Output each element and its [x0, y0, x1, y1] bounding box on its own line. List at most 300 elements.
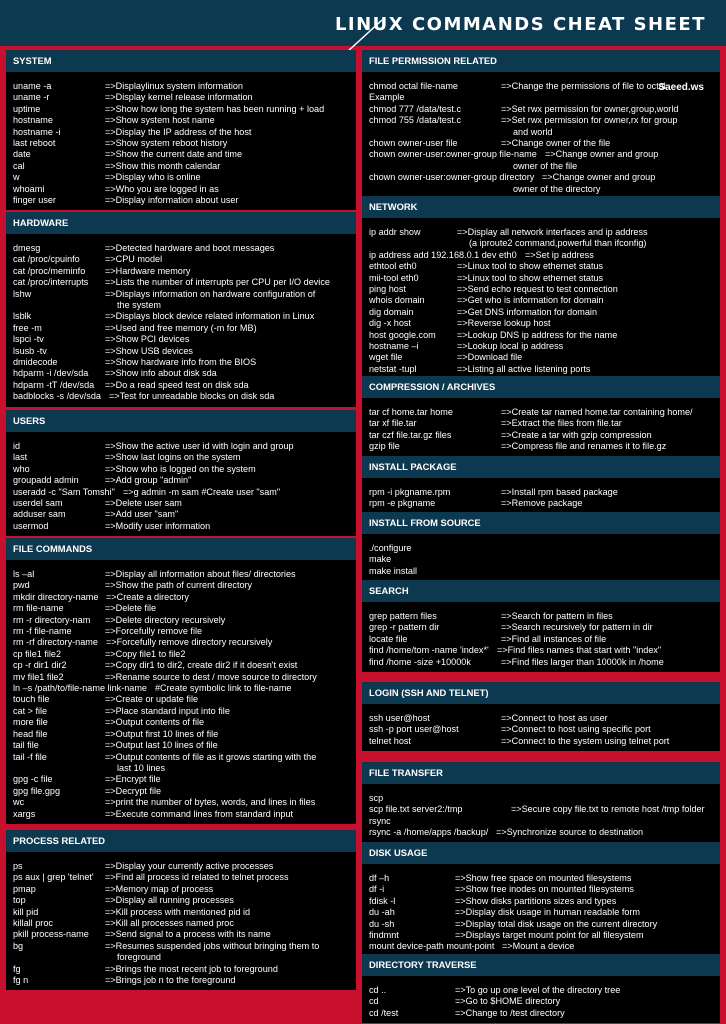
command-row — [369, 919, 715, 930]
command-description: =>Change owner and group — [542, 172, 656, 183]
command-description: =>Who you are logged in as — [105, 183, 219, 194]
command-description: =>Copy dir1 to dir2, create dir2 if it doesn't exist — [105, 660, 298, 671]
command-text: lsblk — [13, 311, 32, 322]
command-text: ssh user@host — [369, 713, 430, 723]
command-description: =>Do a read speed test on disk sda — [105, 379, 249, 390]
command-row — [13, 311, 351, 322]
section-system — [6, 50, 356, 210]
command-row — [13, 487, 351, 498]
command-text: fg — [13, 963, 21, 974]
command-description: owner of the directory — [513, 183, 601, 194]
command-description: =>Show USB devices — [105, 345, 193, 356]
command-description: =>Linux tool to show ethernet status — [457, 261, 604, 272]
command-row — [13, 104, 351, 115]
command-text: userdel sam — [13, 498, 63, 509]
command-description: =>Go to $HOME directory — [455, 996, 561, 1007]
section-title: COMPRESSION / ARCHIVES — [362, 376, 720, 398]
command-description: =>Display all running processes — [105, 895, 234, 906]
command-row — [13, 615, 351, 626]
command-row — [13, 441, 351, 452]
command-description: =>Change owner of the file — [501, 138, 611, 149]
section-body — [362, 534, 720, 581]
command-text: uname -a — [13, 81, 52, 91]
command-description: =>Display who is online — [105, 172, 201, 183]
command-description: =>Show info about disk sda — [105, 368, 217, 379]
command-text: gpg file.gpg — [13, 785, 61, 796]
command-description: =>Display total disk usage on the current directory — [455, 918, 658, 929]
command-description: =>Show free inodes on mounted filesystems — [455, 884, 634, 895]
command-description: =>Forcefully remove file — [105, 626, 203, 637]
command-text: dig -x host — [369, 318, 411, 329]
command-text: Example — [369, 92, 405, 103]
command-row — [369, 736, 715, 747]
command-row — [13, 92, 351, 103]
command-text: chown owner-user:owner-group file-name — [369, 149, 537, 160]
command-description: =>Output contents of file — [105, 717, 205, 728]
command-text: cd — [369, 996, 379, 1007]
command-row — [13, 694, 351, 705]
section-title: PROCESS RELATED — [6, 830, 356, 852]
command-text: ethtool eth0 — [369, 261, 417, 272]
command-row — [369, 941, 715, 952]
command-description: =>Show this month calendar — [105, 160, 221, 171]
command-text: kill pid — [13, 906, 39, 917]
command-text: chown owner-user:owner-group directory — [369, 172, 535, 183]
command-description: =>Display kernel release information — [105, 92, 253, 103]
command-description: =>Show free space on mounted filesystems — [455, 873, 632, 883]
command-row — [369, 184, 715, 195]
command-row — [13, 603, 351, 614]
command-description: =>Display the IP address of the host — [105, 126, 252, 137]
command-description: =>Place standard input into file — [105, 705, 230, 716]
command-row — [13, 918, 351, 929]
command-text: find /home -size +10000k — [369, 656, 471, 667]
section-disk — [362, 842, 720, 957]
command-row — [13, 243, 351, 254]
command-text: chmod octal file-name — [369, 81, 458, 91]
command-row — [369, 407, 715, 418]
command-row — [13, 569, 351, 580]
command-text: lspci -tv — [13, 334, 44, 345]
command-row — [369, 724, 715, 735]
command-description: =>Show PCI devices — [105, 334, 190, 345]
command-description: =>Listing all active listening ports — [457, 363, 591, 374]
command-text: top — [13, 895, 26, 906]
section-title: FILE PERMISSION RELATED — [362, 50, 720, 72]
command-text: mv file1 file2 — [13, 671, 64, 682]
command-row — [369, 487, 715, 498]
command-text: whois domain — [369, 295, 425, 306]
command-row — [13, 346, 351, 357]
command-text: df –h — [369, 873, 390, 883]
command-row — [13, 717, 351, 728]
command-description: =>Show system reboot history — [105, 138, 228, 149]
command-text: touch file — [13, 694, 50, 705]
command-text: du -ah — [369, 907, 395, 918]
command-text: gzip file — [369, 441, 400, 452]
command-text: id — [13, 441, 21, 451]
command-row — [13, 975, 351, 986]
command-description: =>Change the permissions of file to octal — [501, 81, 666, 91]
command-text: pkill process-name — [13, 929, 89, 940]
section-body — [362, 864, 720, 957]
command-row — [369, 418, 715, 429]
command-description: and world — [513, 126, 553, 137]
command-row — [369, 430, 715, 441]
command-row — [13, 952, 351, 963]
section-title: INSTALL PACKAGE — [362, 456, 720, 478]
command-text: dmesg — [13, 243, 41, 253]
command-text: finger user — [13, 195, 56, 206]
command-text: pwd — [13, 580, 30, 591]
command-description: =>Displaylinux system information — [105, 81, 243, 91]
command-text: findmnt — [369, 930, 399, 941]
command-description: =>Delete file — [105, 603, 157, 614]
command-text: locate file — [369, 633, 408, 644]
section-body — [6, 432, 356, 536]
command-text: host google.com — [369, 329, 436, 340]
section-body — [362, 704, 720, 751]
section-install — [362, 456, 720, 514]
section-hardware — [6, 212, 356, 407]
command-row — [13, 521, 351, 532]
command-text: ps — [13, 861, 23, 871]
command-text: mii-tool eth0 — [369, 272, 419, 283]
command-row — [369, 92, 715, 103]
section-body — [362, 478, 720, 514]
command-description: =>Set rwx permission for owner,group,world — [501, 103, 679, 114]
command-row — [369, 793, 715, 804]
command-row — [369, 352, 715, 363]
command-description: =>Kill process with mentioned pid id — [105, 906, 251, 917]
command-row — [13, 809, 351, 820]
command-description: =>Memory map of process — [105, 883, 214, 894]
command-description: =>Show the path of current directory — [105, 580, 253, 591]
command-row — [369, 713, 715, 724]
command-description: =>Show the current date and time — [105, 149, 242, 160]
command-row — [369, 645, 715, 656]
command-text: rm file-name — [13, 603, 64, 614]
section-title: FILE COMMANDS — [6, 538, 356, 560]
command-text: dmidecode — [13, 357, 58, 368]
command-row — [369, 238, 715, 249]
command-description: =>CPU model — [105, 254, 163, 265]
command-description: =>Execute command lines from standard input — [105, 808, 294, 819]
command-row — [13, 323, 351, 334]
section-network — [362, 196, 720, 379]
command-text: usermod — [13, 520, 49, 531]
section-transfer — [362, 762, 720, 843]
command-row — [13, 266, 351, 277]
command-row — [13, 300, 351, 311]
command-text: make install — [369, 565, 418, 576]
command-row — [369, 115, 715, 126]
command-row — [13, 254, 351, 265]
command-row — [13, 580, 351, 591]
section-title: DISK USAGE — [362, 842, 720, 864]
command-text: lshw — [13, 288, 32, 299]
command-row — [13, 289, 351, 300]
command-description: =>Lookup local ip address — [457, 341, 564, 352]
command-text: rpm -i pkgname.rpm — [369, 487, 451, 497]
command-description: =>print the number of bytes, words, and lines in files — [105, 797, 316, 808]
command-description: =>Lists the number of interrupts per CPU per I/O device — [105, 277, 330, 288]
command-row — [13, 740, 351, 751]
command-text: tail file — [13, 740, 39, 751]
command-text: cd .. — [369, 985, 387, 995]
section-title: INSTALL FROM SOURCE — [362, 512, 720, 534]
command-text: mkdir directory-name — [13, 591, 99, 602]
command-description: the system — [117, 300, 161, 311]
command-text: gpg -c file — [13, 774, 53, 785]
command-description: =>Find all process id related to telnet process — [105, 872, 289, 883]
command-row — [369, 330, 715, 341]
command-description: =>Delete user sam — [105, 498, 182, 509]
command-description: =>Output last 10 lines of file — [105, 740, 218, 751]
command-description: =>Create a tar with gzip compression — [501, 429, 652, 440]
command-row — [369, 364, 715, 375]
command-text: telnet host — [369, 735, 411, 746]
command-row — [369, 307, 715, 318]
command-text: dig domain — [369, 306, 414, 317]
command-text: groupadd admin — [13, 475, 79, 486]
command-row — [13, 660, 351, 671]
command-row — [369, 149, 715, 160]
command-row — [13, 172, 351, 183]
command-row — [13, 964, 351, 975]
command-description: =>Change owner and group — [545, 149, 659, 160]
command-text: rm -f file-name — [13, 626, 72, 637]
command-description: =>Displays information on hardware configuration of — [105, 288, 316, 299]
command-text: find /home/tom -name 'index*' — [369, 645, 489, 656]
command-description: =>g admin -m sam #Create user "sam" — [123, 486, 281, 497]
command-row — [13, 683, 351, 694]
command-row — [369, 907, 715, 918]
command-row — [13, 81, 351, 92]
command-text: hdparm -i /dev/sda — [13, 368, 89, 379]
command-row — [369, 896, 715, 907]
section-body — [362, 602, 720, 672]
command-row — [13, 357, 351, 368]
command-description: =>Delete directory recursively — [105, 614, 226, 625]
command-description: =>Output first 10 lines of file — [105, 728, 219, 739]
command-description: =>Brings the most recent job to foreground — [105, 963, 278, 974]
command-text: hostname –i — [369, 341, 419, 352]
command-text: killall proc — [13, 918, 53, 929]
command-row — [13, 929, 351, 940]
command-text: badblocks -s /dev/sda — [13, 391, 101, 402]
command-description: =>Lookup DNS ip address for the name — [457, 329, 618, 340]
command-text: ps aux | grep 'telnet' — [13, 872, 94, 883]
command-description: =>Displays target mount point for all filesystem — [455, 930, 644, 941]
command-description: (a iproute2 command,powerful than ifconfig) — [469, 238, 647, 249]
command-row — [369, 127, 715, 138]
command-text: ./configure — [369, 543, 412, 553]
section-body — [6, 234, 356, 407]
command-description: =>Kill all processes named proc — [105, 918, 234, 929]
command-description: =>Reverse lookup host — [457, 318, 551, 329]
command-text: rm -rf directory-name — [13, 637, 98, 648]
command-text: wget file — [369, 352, 403, 363]
command-row — [13, 184, 351, 195]
command-row — [13, 452, 351, 463]
command-text: du -sh — [369, 918, 395, 929]
section-title: NETWORK — [362, 196, 720, 218]
command-row — [13, 391, 351, 402]
command-text: bg — [13, 940, 24, 951]
command-text: lsusb -tv — [13, 345, 47, 356]
command-description: =>Set rwx permission for owner,rx for group — [501, 115, 678, 126]
command-row — [369, 273, 715, 284]
section-body — [6, 560, 356, 824]
command-text: mount device-path mount-point — [369, 941, 495, 952]
section-title: HARDWARE — [6, 212, 356, 234]
command-row — [369, 261, 715, 272]
section-users — [6, 410, 356, 536]
command-description: =>Connect to host as user — [501, 713, 608, 723]
command-description: =>Secure copy file.txt to remote host /tmp folder — [511, 804, 705, 815]
command-text: rpm -e pkgname — [369, 498, 436, 509]
command-description: =>Find files larger than 10000k in /home — [501, 656, 664, 667]
command-text: w — [13, 172, 20, 183]
command-description: =>Find all instances of file — [501, 633, 607, 644]
section-title: LOGIN (SSH AND TELNET) — [362, 682, 720, 704]
command-row — [13, 626, 351, 637]
command-row — [13, 334, 351, 345]
command-text: ip addr show — [369, 227, 421, 237]
command-row — [13, 115, 351, 126]
command-description: owner of the file — [513, 160, 578, 171]
command-row — [369, 804, 715, 815]
command-row — [369, 104, 715, 115]
command-description: =>Extract the files from file.tar — [501, 418, 622, 429]
command-text: df -i — [369, 884, 385, 895]
command-row — [13, 763, 351, 774]
command-text: chmod 755 /data/test.c — [369, 115, 462, 126]
command-row — [13, 498, 351, 509]
header-bar — [0, 0, 726, 46]
command-text: date — [13, 149, 31, 160]
command-description: =>Mount a device — [502, 941, 575, 952]
command-description: =>Connect to host using specific port — [501, 724, 651, 735]
command-text: ping host — [369, 284, 406, 295]
command-text: uname -r — [13, 92, 50, 103]
command-description: foreground — [117, 952, 161, 963]
command-description: =>Connect to the system using telnet port — [501, 735, 670, 746]
command-row — [13, 907, 351, 918]
command-description: =>Modify user information — [105, 520, 211, 531]
command-description: =>Remove package — [501, 498, 583, 509]
command-text: adduser sam — [13, 509, 66, 520]
section-login — [362, 682, 720, 751]
command-row — [369, 543, 715, 554]
section-file — [6, 538, 356, 824]
command-row — [13, 774, 351, 785]
command-description: =>Test for unreadable blocks on disk sda — [109, 391, 275, 402]
command-description: =>Compress file and renames it to file.gz — [501, 441, 667, 452]
command-row — [369, 172, 715, 183]
command-row — [369, 161, 715, 172]
command-text: tar czf file.tar.gz files — [369, 429, 452, 440]
command-description: =>Copy file1 to file2 — [105, 648, 186, 659]
command-row — [13, 941, 351, 952]
command-description: =>Display your currently active processes — [105, 861, 274, 871]
command-text: ls –al — [13, 569, 35, 579]
command-description: =>Linux tool to show ethernet status — [457, 272, 604, 283]
command-text: rsync — [369, 815, 391, 826]
command-text: useradd -c "Sam Tomshi" — [13, 486, 115, 497]
command-description: =>Output contents of file as it grows starting with the — [105, 751, 317, 762]
command-row — [13, 149, 351, 160]
command-text: rm -r directory-nam — [13, 614, 91, 625]
command-row — [369, 827, 715, 838]
command-description: =>Brings job n to the foreground — [105, 975, 236, 986]
command-row — [369, 611, 715, 622]
command-row — [369, 284, 715, 295]
command-row — [13, 368, 351, 379]
command-text: last — [13, 452, 28, 463]
command-text: last reboot — [13, 138, 56, 149]
command-description: =>To go up one level of the directory tree — [455, 985, 621, 995]
command-description: =>Show how long the system has been running + load — [105, 103, 325, 114]
command-description: =>Find files names that start with "index" — [497, 645, 662, 656]
command-text: fdisk -l — [369, 895, 396, 906]
command-row — [369, 873, 715, 884]
command-description: =>Send echo request to test connection — [457, 284, 618, 295]
command-description: =>Get DNS information for domain — [457, 306, 598, 317]
command-description: =>Set ip address — [525, 249, 594, 260]
section-title: DIRECTORY TRAVERSE — [362, 954, 720, 976]
command-row — [13, 872, 351, 883]
command-text: who — [13, 463, 30, 474]
section-title: FILE TRANSFER — [362, 762, 720, 784]
command-row — [369, 985, 715, 996]
command-row — [369, 1008, 715, 1019]
command-row — [13, 161, 351, 172]
command-description: =>Get who is information for domain — [457, 295, 604, 306]
command-row — [13, 637, 351, 648]
command-text: xargs — [13, 808, 36, 819]
command-text: head file — [13, 728, 48, 739]
command-text: scp — [369, 793, 384, 803]
command-row — [13, 277, 351, 288]
command-text: hostname -i — [13, 126, 61, 137]
command-text: rsync -a /home/apps /backup/ — [369, 827, 489, 838]
command-text: grep pattern files — [369, 611, 437, 621]
command-row — [369, 250, 715, 261]
command-row — [369, 566, 715, 577]
command-row — [369, 884, 715, 895]
command-row — [13, 786, 351, 797]
page-title: LINUX COMMANDS CHEAT SHEET — [334, 14, 706, 35]
command-text: cal — [13, 160, 25, 171]
command-row — [369, 498, 715, 509]
section-title: SYSTEM — [6, 50, 356, 72]
command-description: =>Display disk usage in human readable form — [455, 907, 641, 918]
command-row — [369, 657, 715, 668]
command-description: =>Resumes suspended jobs without bringing them to — [105, 940, 320, 951]
command-text: tail -f file — [13, 751, 47, 762]
command-row — [13, 127, 351, 138]
command-text: hdparm -tT /dev/sda — [13, 379, 95, 390]
command-description: =>Rename source to dest / move source to directory — [105, 671, 317, 682]
command-text: cp file1 file2 — [13, 648, 62, 659]
command-description: =>Change to /test directory — [455, 1007, 565, 1018]
command-description: =>Add group "admin" — [105, 475, 192, 486]
command-description: =>Hardware memory — [105, 265, 191, 276]
section-title: SEARCH — [362, 580, 720, 602]
command-text: ip address add 192.168.0.1 dev eth0 — [369, 249, 517, 260]
